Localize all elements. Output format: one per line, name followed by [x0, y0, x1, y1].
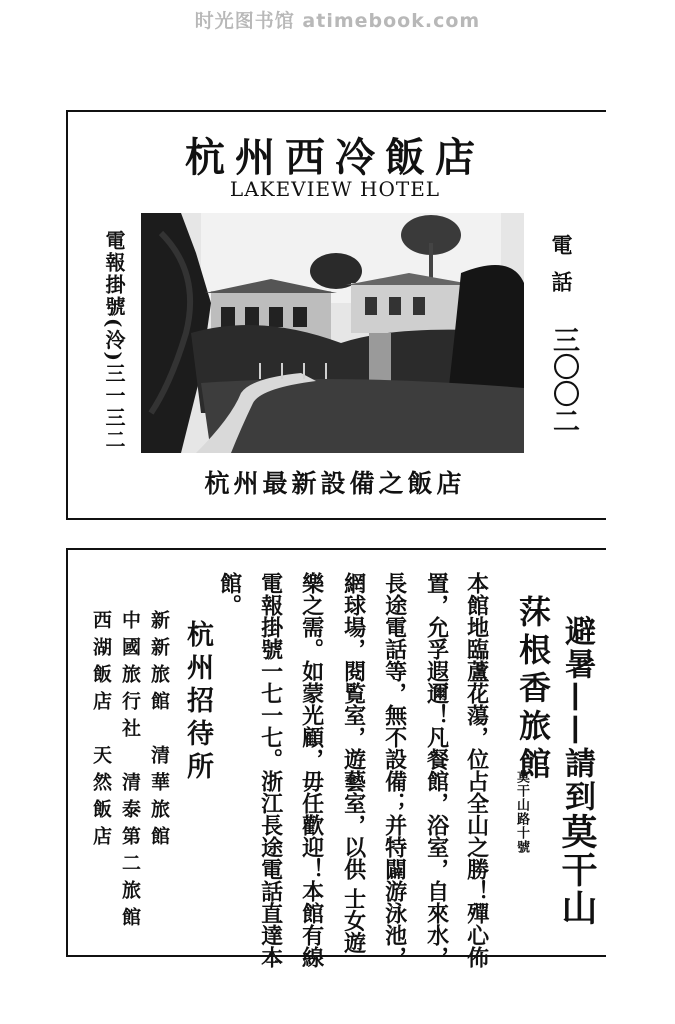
agencies-title: 杭州招待所	[182, 620, 213, 785]
hotel-tagline: 杭州最新設備之飯店	[204, 469, 466, 498]
phone-label: 電話	[549, 234, 574, 308]
headline	[552, 615, 603, 927]
hotel-title: 杭州西冷飯店	[185, 134, 485, 181]
hotel-photo	[141, 213, 524, 453]
hotel-name: 莯根香旅館	[514, 595, 552, 785]
headline-place: 莫干山	[556, 813, 598, 927]
body-line: 樂之需。如蒙光顧，毋任歡迎！本館有線	[298, 572, 325, 968]
body-line: 本館地臨蘆花蕩，位占全山之勝！殫心佈	[463, 572, 490, 968]
watermark-text: 时光图书馆 atimebook.com	[194, 10, 481, 32]
body-line: 電報掛號一七一七。浙江長途電話直達本	[257, 572, 284, 968]
hotel-address: 莫干山路十號	[514, 770, 529, 854]
hotel-subtitle: LAKEVIEW HOTEL	[229, 177, 441, 201]
agency-column: 中國旅行社 清泰第二旅館	[119, 610, 141, 934]
body-line: 館。	[216, 572, 243, 616]
body-line: 長途電話等，無不設備；并特闢游泳池，	[381, 572, 408, 968]
headline-prefix: 避暑——請到	[559, 615, 595, 813]
telegraph-code: 電報掛號(泠)三一三二	[102, 230, 126, 451]
phone-number: 三〇〇二	[548, 326, 579, 434]
agency-column: 新新旅館 清華旅館	[148, 610, 170, 853]
body-line: 網球場，閱覧室，遊藝室，以供 士女遊	[340, 572, 367, 954]
body-line: 置，允孚遐邇！凡餐館，浴室，自來水，	[423, 572, 450, 968]
agency-column: 西湖飯店 天然飯店	[90, 610, 112, 853]
